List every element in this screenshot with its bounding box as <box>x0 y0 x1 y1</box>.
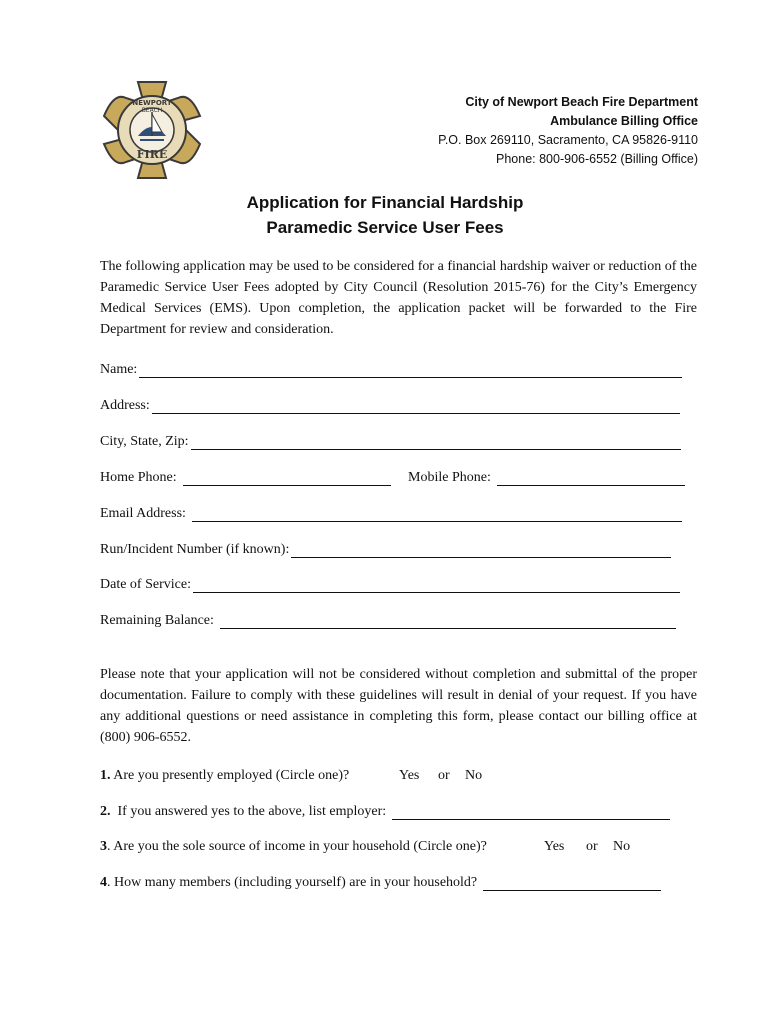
q3-or-text: or <box>586 839 598 854</box>
logo-mid-text: BEACH <box>141 107 163 114</box>
remaining-balance-label: Remaining Balance: <box>100 613 214 628</box>
q3-no-option[interactable]: No <box>613 839 631 854</box>
question-3 <box>100 839 487 855</box>
question-2-text: If you answered yes to the above, list employer: <box>110 804 387 819</box>
header-block <box>438 93 698 169</box>
fire-department-logo <box>100 78 204 182</box>
date-of-service-field[interactable] <box>100 573 680 593</box>
email-input-line[interactable] <box>192 507 682 522</box>
date-of-service-label: Date of Service: <box>100 577 191 592</box>
home-phone-input-line[interactable] <box>183 471 391 486</box>
run-number-input-line[interactable] <box>291 543 671 558</box>
intro-paragraph: The following application may be used to be considered for a financial hardship waiver or reduction of the Paramedic Service User Fees adopted by City Council (Resolution 2015-76) for the City’s Emergency Medical Services (EMS). Upon completion, the application packet will be forwarded to the Fire Department for review and consideration. <box>100 259 697 337</box>
address-input-line[interactable] <box>152 399 680 414</box>
logo-bottom-text: FIRE <box>136 148 168 161</box>
question-4 <box>100 875 661 891</box>
header-phone: Phone: 800-906-6552 (Billing Office) <box>496 152 698 166</box>
header-office: Ambulance Billing Office <box>550 114 698 128</box>
home-phone-field[interactable] <box>100 466 391 486</box>
run-number-field[interactable] <box>100 538 671 558</box>
header-org: City of Newport Beach Fire Department <box>465 95 698 109</box>
mobile-phone-input-line[interactable] <box>497 471 685 486</box>
home-phone-label: Home Phone: <box>100 470 177 485</box>
email-field[interactable] <box>100 502 682 522</box>
mobile-phone-label: Mobile Phone: <box>408 470 491 485</box>
household-members-input-line[interactable] <box>483 876 661 891</box>
question-4-text: . How many members (including yourself) are in your household? <box>107 875 478 890</box>
remaining-balance-input-line[interactable] <box>220 614 676 629</box>
city-state-zip-label: City, State, Zip: <box>100 434 189 449</box>
q3-yes-option[interactable]: Yes <box>544 839 565 854</box>
q1-yes-option[interactable]: Yes <box>399 768 420 783</box>
remaining-balance-field[interactable] <box>100 609 676 629</box>
name-input-line[interactable] <box>139 363 682 378</box>
logo-top-text: NEWPORT <box>132 99 172 107</box>
page-title <box>0 190 770 240</box>
run-number-label: Run/Incident Number (if known): <box>100 542 290 557</box>
date-of-service-input-line[interactable] <box>193 578 680 593</box>
question-1 <box>100 768 349 784</box>
title-line-2: Paramedic Service User Fees <box>266 218 504 237</box>
question-1-text: Are you presently employed (Circle one)? <box>110 768 350 783</box>
city-state-zip-field[interactable] <box>100 430 681 450</box>
question-3-number: 3 <box>100 839 107 854</box>
question-1-number: 1. <box>100 768 111 783</box>
name-field[interactable] <box>100 358 682 378</box>
question-3-text: . Are you the sole source of income in your household (Circle one)? <box>107 839 487 854</box>
mobile-phone-field[interactable] <box>408 466 685 486</box>
q1-no-option[interactable]: No <box>465 768 483 783</box>
address-field[interactable] <box>100 394 680 414</box>
question-2 <box>100 804 670 820</box>
employer-input-line[interactable] <box>392 805 670 820</box>
email-label: Email Address: <box>100 506 186 521</box>
question-4-number: 4 <box>100 875 107 890</box>
city-state-zip-input-line[interactable] <box>191 435 681 450</box>
name-label: Name: <box>100 362 138 377</box>
note-paragraph: Please note that your application will not be considered without completion and submittal of the proper documentation. Failure to comply with these guidelines will result in denial of your request. If you have any additional questions or need assistance in completing this form, please contact our billing office at (800) 906-6552. <box>100 667 697 745</box>
header-address: P.O. Box 269110, Sacramento, CA 95826-9110 <box>438 133 698 147</box>
q1-or-text: or <box>438 768 450 783</box>
question-2-number: 2. <box>100 804 111 819</box>
title-line-1: Application for Financial Hardship <box>246 193 524 212</box>
address-label: Address: <box>100 398 150 413</box>
